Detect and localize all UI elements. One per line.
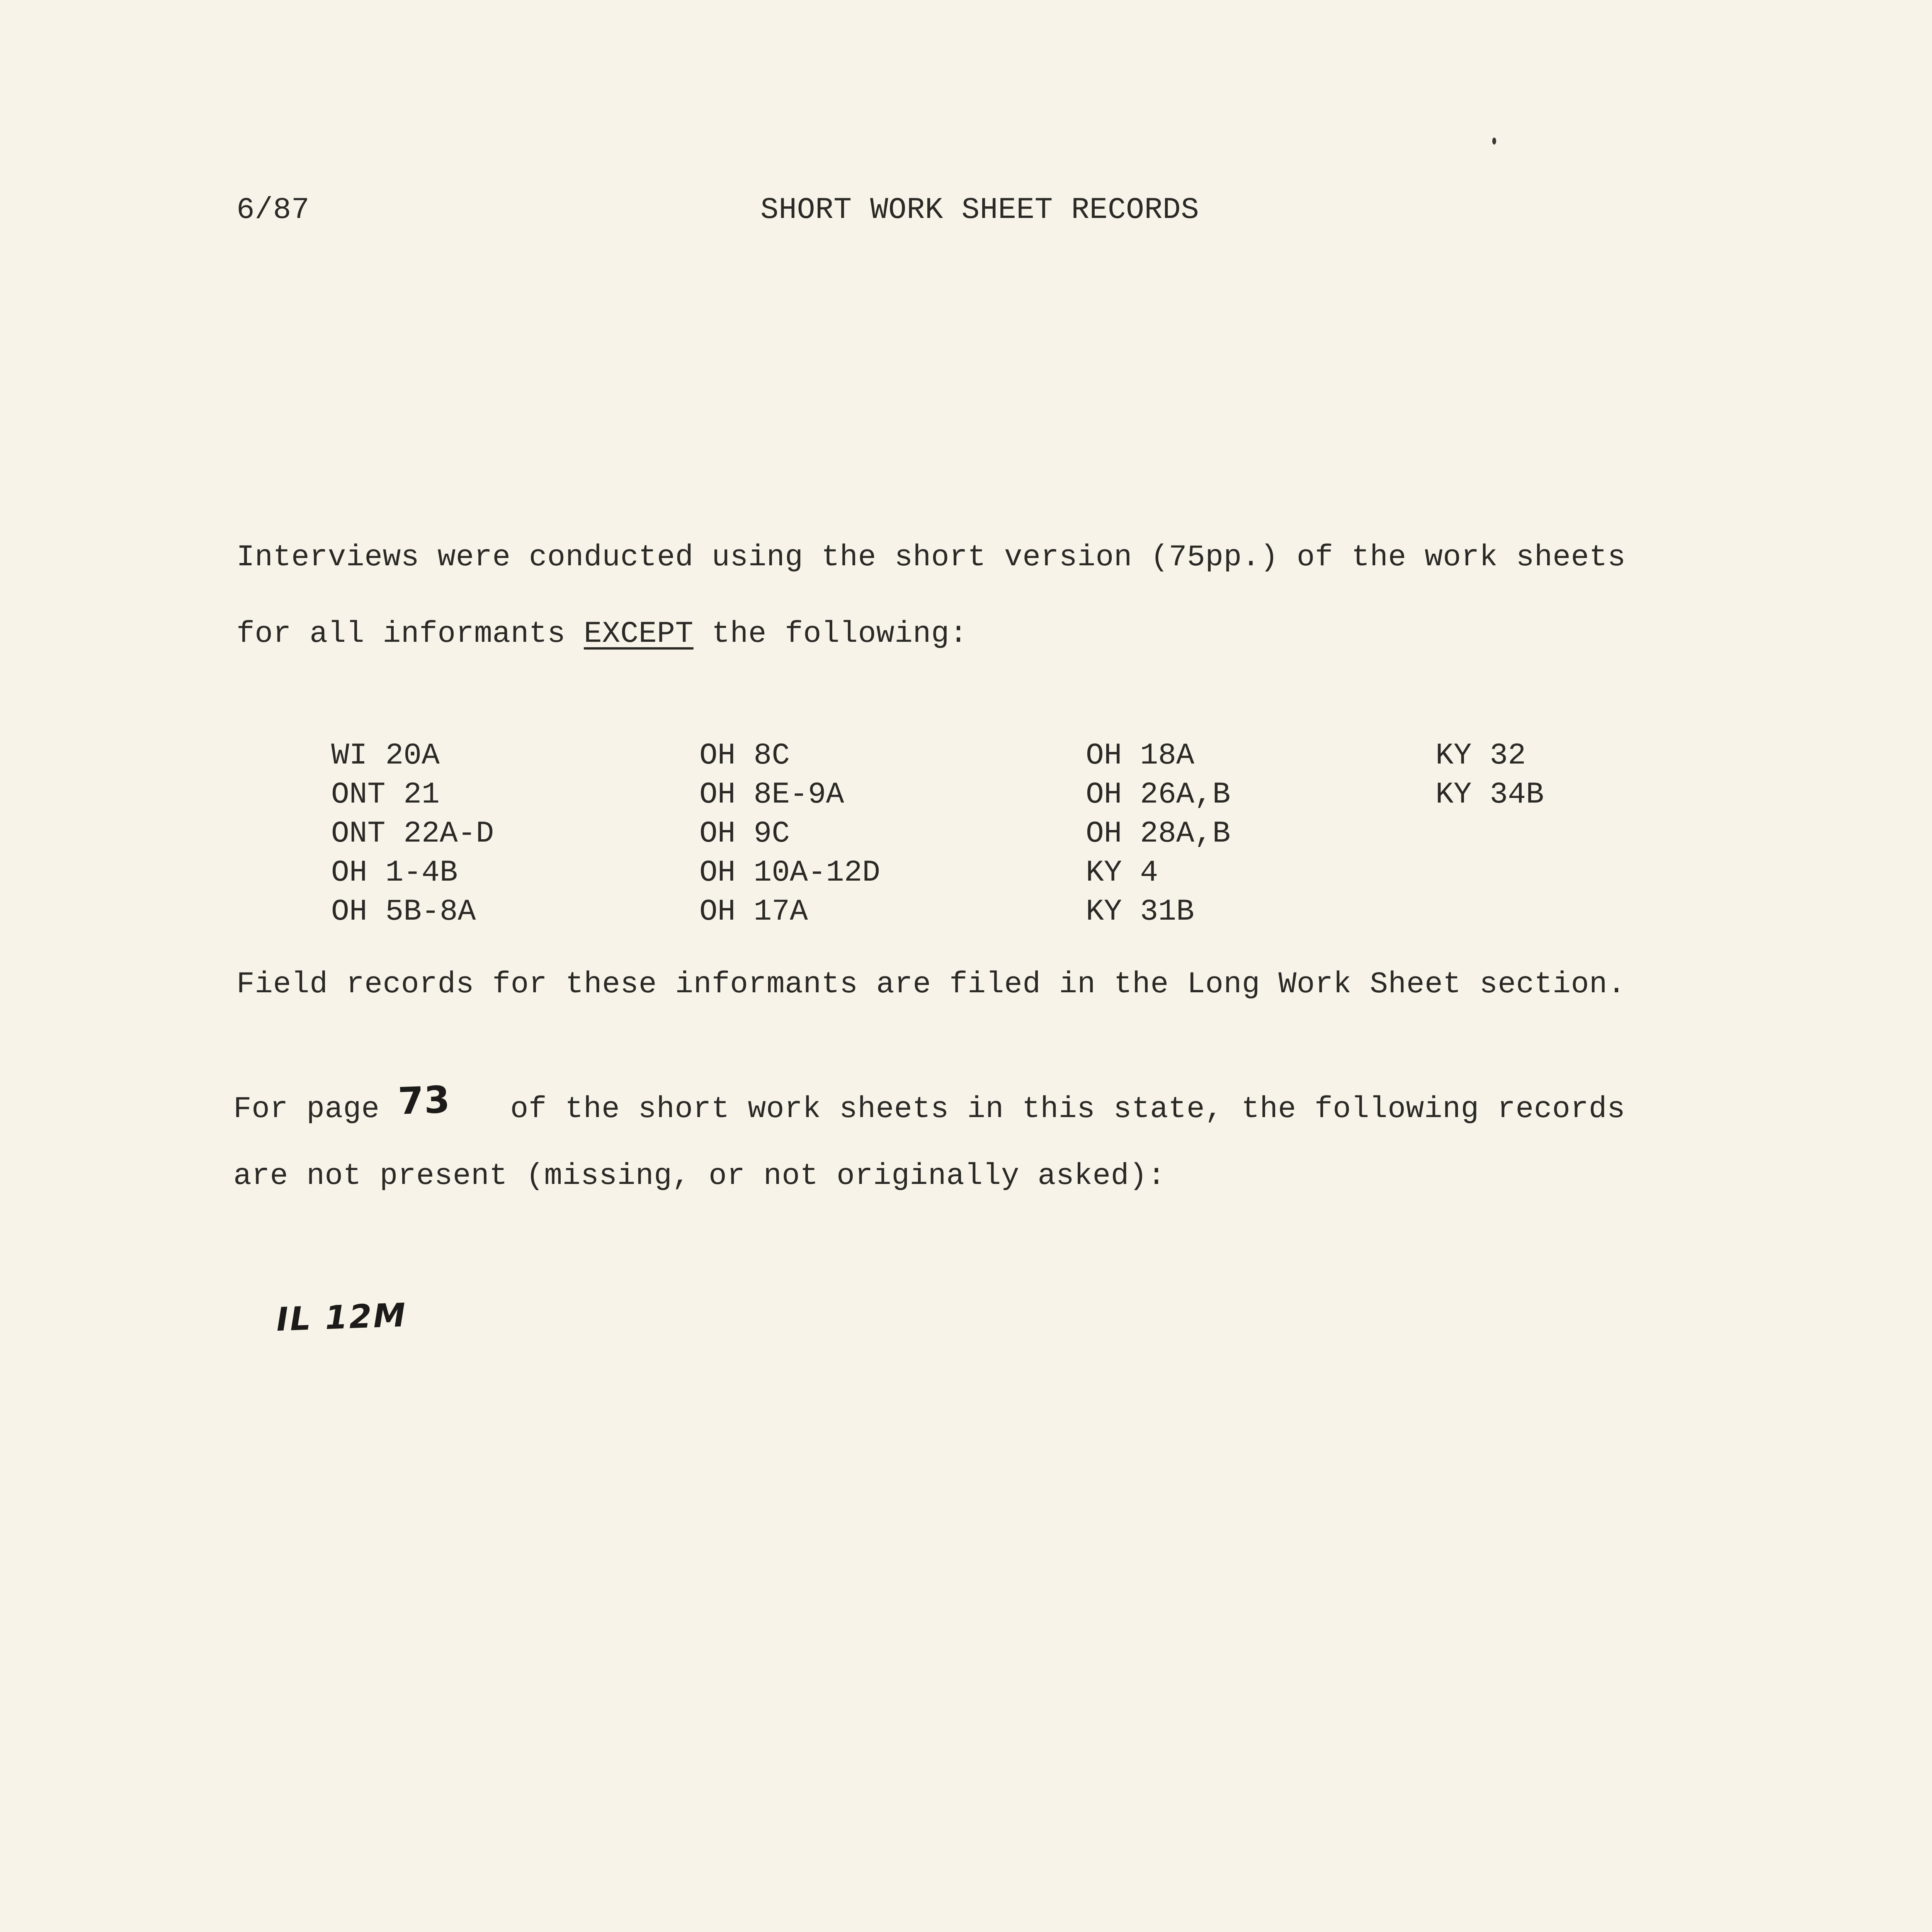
informant-entry: OH 26A,B (1086, 778, 1231, 812)
informant-entry: OH 9C (699, 817, 790, 851)
informant-entry: OH 10A-12D (699, 856, 881, 890)
informant-entry: OH 5B-8A (331, 895, 476, 929)
intro-paragraph-line-2 (236, 619, 968, 649)
informant-entry: ONT 22A-D (331, 817, 494, 851)
intro-paragraph-line-1: Interviews were conducted using the short version (75pp.) of the work sheets (236, 541, 1626, 575)
informant-entry: KY 32 (1435, 739, 1526, 773)
informant-column-3 (1086, 736, 1230, 932)
field-records-note: Field records for these informants are filed in the Long Work Sheet section. (236, 968, 1626, 1002)
except-emphasis: EXCEPT (583, 617, 694, 651)
intro-line2-suffix: the following: (693, 617, 968, 651)
informant-entry: OH 18A (1086, 739, 1194, 773)
informant-entry: OH 17A (699, 895, 808, 929)
missing-line1-suffix: of the short work sheets in this state, the following records (510, 1092, 1626, 1126)
informant-entry: KY 4 (1086, 856, 1158, 890)
informant-entry: OH 8C (699, 739, 790, 773)
informant-column-2 (699, 736, 880, 932)
handwritten-missing-record: IL 12M (276, 1296, 408, 1338)
intro-line2-prefix: for all informants (236, 617, 584, 651)
informant-entry: WI 20A (331, 739, 440, 773)
informant-entry: ONT 21 (331, 778, 440, 812)
page-date: 6/87 (236, 193, 310, 227)
informant-entry: OH 28A,B (1086, 817, 1231, 851)
informant-column-4 (1435, 736, 1544, 815)
missing-line1-prefix: For page (233, 1092, 380, 1126)
page-title: SHORT WORK SHEET RECORDS (760, 193, 1199, 227)
missing-paragraph-line-2: are not present (missing, or not originally asked): (233, 1159, 1166, 1193)
informant-column-1 (331, 736, 494, 932)
informant-entry: OH 1-4B (331, 856, 458, 890)
informant-entry: KY 31B (1086, 895, 1194, 929)
informant-entry: KY 34B (1435, 778, 1544, 812)
informant-entry: OH 8E-9A (699, 778, 844, 812)
handwritten-page-number: 73 (397, 1078, 451, 1123)
missing-paragraph-line-1 (233, 1078, 1626, 1126)
paper-speck (1492, 138, 1496, 145)
